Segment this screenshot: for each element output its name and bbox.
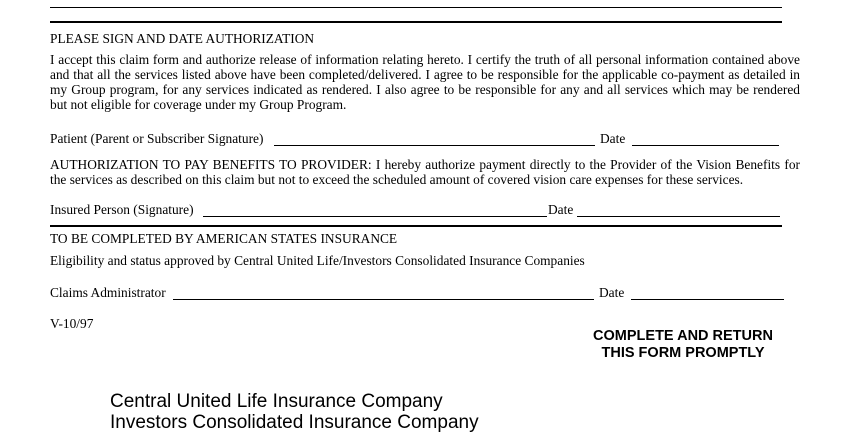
company-name-2: Investors Consolidated Insurance Company xyxy=(110,412,479,433)
pay-benefits-text: AUTHORIZATION TO PAY BENEFITS TO PROVIDER: I hereby authorize payment directly to the Provider of the Vision Benefits for the services as described on this claim but not to exceed the scheduled amount of covered vision care expenses for these services. xyxy=(50,157,800,187)
patient-signature-label: Patient (Parent or Subscriber Signature) xyxy=(50,131,264,146)
insured-date-label: Date xyxy=(548,202,574,217)
claims-date-field[interactable] xyxy=(631,299,784,300)
authorization-text: I accept this claim form and authorize release of information relating hereto. I certify the truth of all personal information contained above and that all the services listed above have been completed/delivered. I agree to be responsible for the applicable co-payment as detailed in my Group program, for any services indicated as rendered. I also agree to be responsible for any and all services which may be rendered but not eligible for coverage under my Group Program. xyxy=(50,52,800,112)
return-notice-line-2: THIS FORM PROMPTLY xyxy=(601,345,765,361)
insurance-heading: TO BE COMPLETED BY AMERICAN STATES INSURANCE xyxy=(50,231,398,246)
patient-date-label: Date xyxy=(600,131,626,146)
top-rule-2 xyxy=(50,21,782,23)
insured-signature-label: Insured Person (Signature) xyxy=(50,202,194,217)
company-name-1: Central United Life Insurance Company xyxy=(110,391,443,412)
claims-admin-field[interactable] xyxy=(173,299,594,300)
return-notice-line-1: COMPLETE AND RETURN xyxy=(593,328,773,344)
claims-admin-label: Claims Administrator xyxy=(50,285,166,300)
top-rule-1 xyxy=(50,7,782,8)
insured-date-field[interactable] xyxy=(577,216,780,217)
section-rule xyxy=(50,225,782,227)
claims-date-label: Date xyxy=(599,285,625,300)
patient-date-field[interactable] xyxy=(632,145,779,146)
form-code: V-10/97 xyxy=(50,316,94,331)
authorization-heading: PLEASE SIGN AND DATE AUTHORIZATION xyxy=(50,31,315,46)
insured-signature-field[interactable] xyxy=(203,216,547,217)
patient-signature-field[interactable] xyxy=(274,145,595,146)
eligibility-text: Eligibility and status approved by Central United Life/Investors Consolidated Insurance Companies xyxy=(50,253,585,268)
